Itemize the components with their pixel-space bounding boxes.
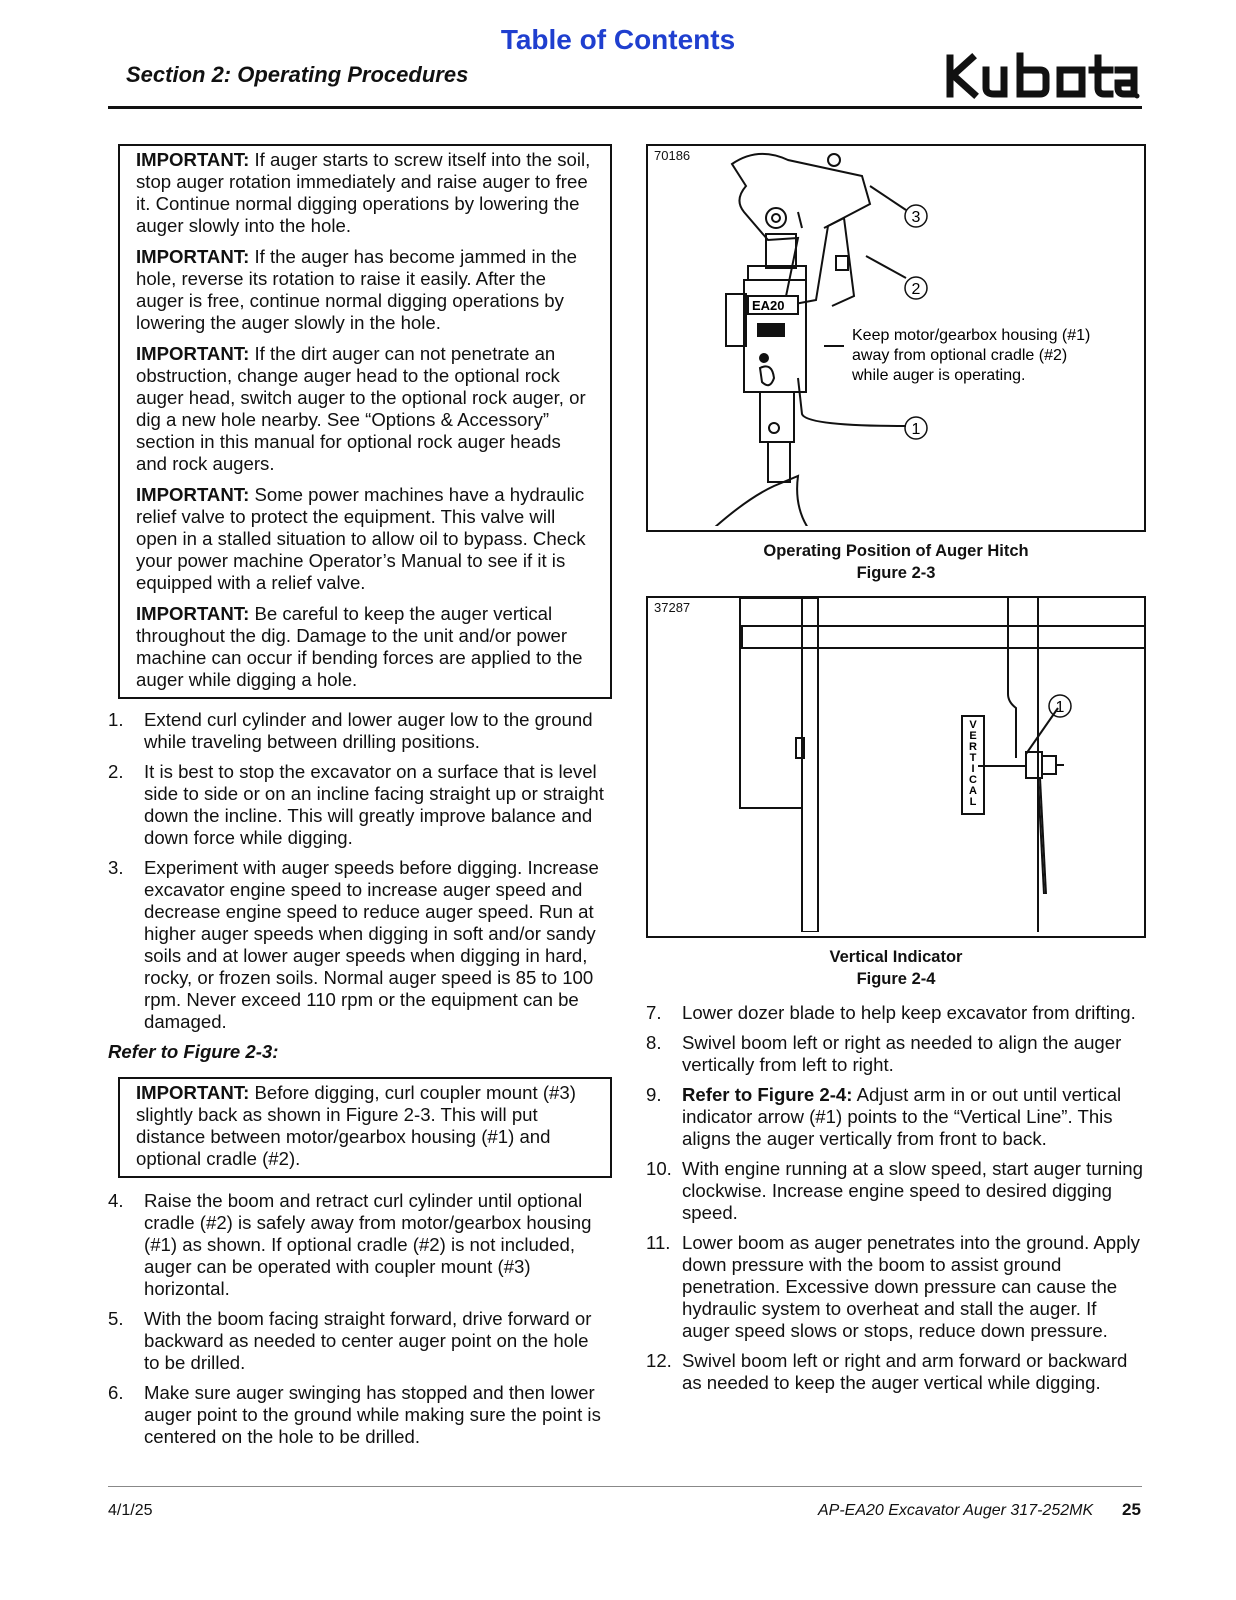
- step-item: 7. Lower dozer blade to help keep excavator from drifting.: [646, 1002, 1136, 1023]
- procedure-steps: [646, 1002, 1146, 1394]
- step-item: 9. Refer to Figure 2-4: Adjust arm in or out until vertical indicator arrow (#1) points to the “Vertical Line”. This aligns the auger vertically from front to back.: [646, 1084, 1122, 1149]
- figure-id: 37287: [654, 600, 691, 615]
- step-item: 3. Experiment with auger speeds before digging. Increase excavator engine speed to increase auger speed and decrease engine speed to reduce auger speed. Run at higher auger speeds when digging in soft and/or sandy soils and at lower auger speeds when digging in hard, rocky, or frozen soils. Normal auger speed is 85 to 100 rpm. Never exceed 110 rpm or the equipment can be damaged.: [108, 857, 599, 1032]
- figure-auger-hitch: [646, 144, 1146, 532]
- left-column: [108, 144, 608, 1456]
- footer-rule: [108, 1486, 1142, 1487]
- vertical-indicator-illustration: [648, 598, 1144, 932]
- vertical-letter: L: [969, 796, 977, 808]
- step-item: 4. Raise the boom and retract curl cylinder until optional cradle (#2) is safely away from motor/gearbox housing (#1) as shown. If optional cradle (#2) is not included, auger can be operated with coupler mount (#3) horizontal.: [108, 1190, 592, 1299]
- figure-note: while auger is operating.: [852, 367, 1026, 384]
- figure-id: 70186: [654, 148, 691, 163]
- table-of-contents-link[interactable]: Table of Contents: [500, 24, 736, 55]
- step-item: 6. Make sure auger swinging has stopped and then lower auger point to the ground while making sure the point is centered on the hole to be drilled.: [108, 1382, 601, 1447]
- important-box: [118, 1077, 612, 1178]
- figure-note: away from optional cradle (#2): [852, 347, 1068, 364]
- caption-figure-number: Figure 2-3: [856, 564, 936, 582]
- section-title: Section 2: Operating Procedures: [126, 62, 469, 87]
- procedure-steps: [108, 709, 608, 1033]
- auger-hitch-illustration: [648, 146, 1144, 526]
- figure-note: Keep motor/gearbox housing (#1): [852, 327, 1091, 344]
- important-box: [118, 144, 612, 699]
- callout-1: 1: [1055, 699, 1065, 716]
- callout-2: 2: [911, 281, 921, 298]
- caption-title: Operating Position of Auger Hitch: [763, 542, 1029, 560]
- step-item: 12. Swivel boom left or right and arm forward or backward as needed to keep the auger vertical while digging.: [646, 1350, 1128, 1393]
- kubota-logo: [944, 50, 1140, 102]
- caption-title: Vertical Indicator: [829, 948, 963, 966]
- step-item: 2. It is best to stop the excavator on a surface that is level side to side or on an incline facing straight up or straight down the incline. This will greatly improve balance and down force while digging.: [108, 761, 604, 848]
- important-note: IMPORTANT: Be careful to keep the auger vertical throughout the dig. Damage to the unit and/or power machine can occur if bending forces are applied to the auger while digging a hole.: [136, 603, 583, 690]
- important-note: IMPORTANT: If auger starts to screw itself into the soil, stop auger rotation immediately and raise auger to free it. Continue normal digging operations by lowering the auger slowly into the hole.: [136, 149, 591, 236]
- vertical-letter: E: [969, 730, 977, 742]
- vertical-letter: C: [969, 774, 977, 786]
- page-number: 25: [1122, 1500, 1141, 1519]
- vertical-letter: R: [969, 741, 977, 753]
- vertical-letter: T: [969, 752, 977, 764]
- step-item: 8. Swivel boom left or right as needed to align the auger vertically from left to right.: [646, 1032, 1122, 1075]
- step-item: 11. Lower boom as auger penetrates into the ground. Apply down pressure with the boom to assist ground penetration. Excessive down pressure can cause the hydraulic system to overheat and stall the auger. If auger speed slows or stops, reduce down pressure.: [646, 1232, 1140, 1341]
- callout-3: 3: [911, 209, 921, 226]
- figure-caption: [646, 946, 1146, 990]
- ea20-label: EA20: [752, 298, 785, 313]
- important-note: IMPORTANT: Some power machines have a hydraulic relief valve to protect the equipment. This valve will open in a stalled situation to allow oil to bypass. Check your power machine Operator’s Manual to see if it is equipped with a relief valve.: [136, 484, 586, 593]
- important-note: IMPORTANT: Before digging, curl coupler mount (#3) slightly back as shown in Figure 2-3. This will put distance between motor/gearbox housing (#1) and optional cradle (#2).: [136, 1082, 576, 1169]
- important-note: IMPORTANT: If the dirt auger can not penetrate an obstruction, change auger head to the optional rock auger head, switch auger to the optional rock auger, or dig a new hole nearby. See “Options & Accessory” section in this manual for optional rock auger heads and rock augers.: [136, 343, 586, 474]
- vertical-letter: V: [969, 719, 977, 731]
- step-item: 10. With engine running at a slow speed, start auger turning clockwise. Increase engine speed to desired digging speed.: [646, 1158, 1143, 1223]
- footer-date: 4/1/25: [108, 1502, 153, 1519]
- step-item: 1. Extend curl cylinder and lower auger low to the ground while traveling between drilling positions.: [108, 709, 593, 752]
- important-note: IMPORTANT: If the auger has become jammed in the hole, reverse its rotation to raise it easily. After the auger is free, continue normal digging operations by lowering the auger slowly in the hole.: [136, 246, 577, 333]
- step-item: 5. With the boom facing straight forward, drive forward or backward as needed to center auger point on the hole to be drilled.: [108, 1308, 592, 1373]
- procedure-steps: [108, 1190, 608, 1448]
- vertical-letter: I: [971, 763, 975, 775]
- callout-1: 1: [911, 421, 921, 438]
- right-column: [646, 144, 1146, 1402]
- header-rule: [108, 106, 1142, 109]
- caption-figure-number: Figure 2-4: [856, 970, 936, 988]
- vertical-letter: A: [969, 785, 977, 797]
- footer-document-title: AP-EA20 Excavator Auger 317-252MK: [818, 1502, 1094, 1519]
- figure-caption: [646, 540, 1146, 584]
- refer-figure-heading: Refer to Figure 2-3:: [108, 1041, 279, 1062]
- figure-vertical-indicator: [646, 596, 1146, 938]
